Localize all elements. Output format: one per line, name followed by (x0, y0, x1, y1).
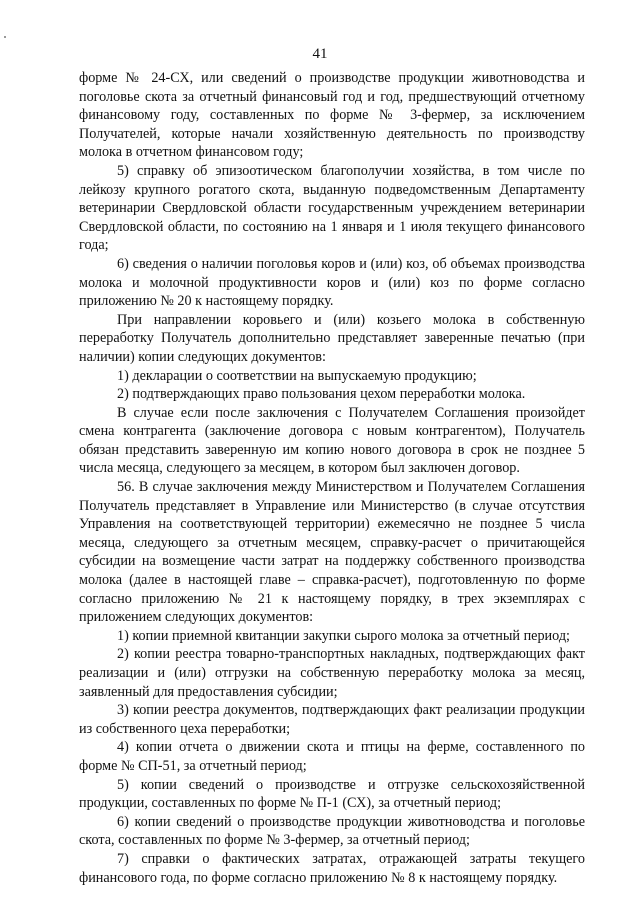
list-item: 5) копии сведений о производстве и отгрузке сельскохозяйственной продукции, составленных по форме № П-1 (СХ), за отчетный период; (79, 776, 585, 812)
paragraph: 56. В случае заключения между Министерством и Получателем Соглашения Получатель представляет в Управление или Министерство (в случае отсутствия Управления на соответствующей территории) ежемесячно не позднее 5 числа месяца, следующего за отчетным месяцем, справку-расчет о причитающейся субсидии на возмещение части затрат на поддержку собственного производства молока (далее в настоящей главе – справка-расчет), подготовленную по форме согласно приложению № 21 к настоящему порядку, в трех экземплярах с приложением следующих документов: (79, 479, 585, 626)
paragraph: В случае если после заключения с Получателем Соглашения произойдет смена контрагента (заключение договора с новым контрагентом), Получатель обязан представить заверенную им копию нового договора в срок не позднее 5 числа месяца, следующего за месяцем, в котором был заключен договор. (79, 404, 585, 477)
list-item: 7) справки о фактических затратах, отражающей затраты текущего финансового года, по форме согласно приложению № 8 к настоящему порядку. (79, 850, 585, 886)
list-item: 1) декларации о соответствии на выпускаемую продукцию; (117, 367, 477, 384)
scan-edge-mark (4, 36, 6, 38)
page-number: 41 (312, 46, 328, 62)
list-item: 3) копии реестра документов, подтверждающих факт реализации продукции из собственного цеха переработки; (79, 702, 585, 737)
list-item: 1) копии приемной квитанции закупки сырого молока за отчетный период; (117, 627, 570, 644)
paragraph: 6) сведения о наличии поголовья коров и (или) коз, об объемах производства молока и молочной продуктивности коров и (или) коз по форме согласно приложению № 20 к настоящему порядку. (79, 255, 585, 310)
list-item: 4) копии отчета о движении скота и птицы на ферме, составленного по форме № СП-51, за отчетный период; (79, 739, 585, 774)
list-item: 2) копии реестра товарно-транспортных накладных, подтверждающих факт реализации и (или) отгрузки на собственную переработку молока за месяц, заявленный для предоставления субсидии; (79, 646, 585, 700)
document-body (79, 69, 585, 887)
paragraph: форме № 24-СХ, или сведений о производстве продукции животноводства и поголовье скота за отчетный финансовый год и год, предшествующий отчетному финансовому году, составленных по форме № 3-фермер, за исключением Получателей, которые начали хозяйственную деятельность по производству молока в отчетном финансовом году; (79, 70, 585, 161)
list-item: 2) подтверждающих право пользования цехом переработки молока. (117, 386, 526, 403)
paragraph: При направлении коровьего и (или) козьего молока в собственную переработку Получатель дополнительно представляет заверенные печатью (при наличии) копии следующих документов: (79, 311, 585, 365)
list-item: 6) копии сведений о производстве продукции животноводства и поголовье скота, составленных по форме № 3-фермер, за отчетный период; (79, 813, 585, 849)
paragraph: 5) справку об эпизоотическом благополучии хозяйства, в том числе по лейкозу крупного рогатого скота, выданную подведомственным Департаменту ветеринарии Свердловской области государственным учреждением ветеринарии Свердловской области, по состоянию на 1 января и 1 июля текущего финансового года; (79, 162, 585, 254)
